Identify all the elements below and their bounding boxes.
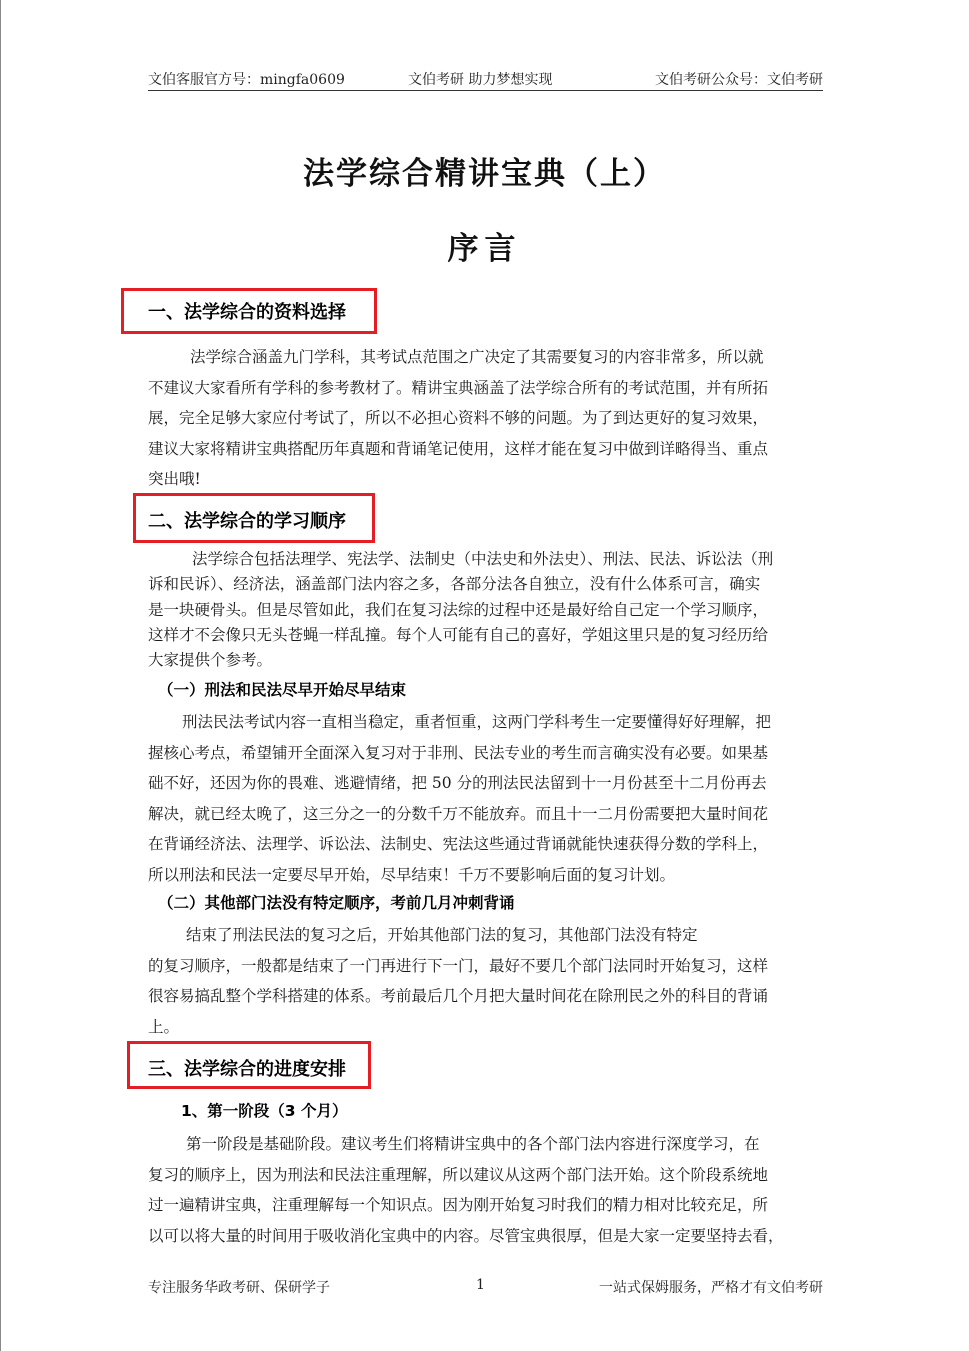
header-right-text: 文伯考研公众号：文伯考研 [655,72,823,88]
section-3-heading: 三、法学综合的进度安排 [148,1059,346,1080]
subsection-3-1-paragraph [148,1129,823,1251]
text-line: 所以刑法和民法一定要尽早开始，尽早结束！千万不要影响后面的复习计划。 [148,865,676,884]
text-line: 展，完全足够大家应付考试了，所以不必担心资料不够的问题。为了到达更好的复习效果， [148,409,769,427]
text-line: 解决，就已经太晚了，这三分之一的分数千万不能放弃。而且十一二月份需要把大量时间花 [148,804,769,823]
text-line: 的复习顺序，一般都是结束了一门再进行下一门，最好不要几个部门法同时开始复习，这样 [148,956,769,975]
text-line: 过一遍精讲宝典，注重理解每一个知识点。因为刚开始复习时我们的精力相对比较充足，所 [148,1196,769,1214]
text-line: 上。 [148,1017,180,1036]
text-line: 结束了刑法民法的复习之后，开始其他部门法的复习，其他部门法没有特定 [186,926,698,944]
header-left-text: 文伯客服官方号：mingfa0609 [148,72,345,88]
section-2-paragraph [148,547,823,673]
subsection-2-2-paragraph [148,920,823,1042]
page-footer [148,1277,823,1297]
section-1-paragraph [148,342,823,495]
page-header [148,66,823,91]
subsection-2-1-heading: （一）刑法和民法尽早开始尽早结束 [158,681,407,699]
page-number: 1 [476,1277,485,1293]
text-line: 第一阶段是基础阶段。建议考生们将精讲宝典中的各个部门法内容进行深度学习，在 [186,1135,760,1153]
document-subtitle: 序言 [447,231,522,267]
section-1-heading: 一、法学综合的资料选择 [148,302,346,323]
text-line: 刑法民法考试内容一直相当稳定，重者恒重，这两门学科考生一定要懂得好好理解，把 [182,713,772,731]
section-2-heading: 二、法学综合的学习顺序 [148,511,346,532]
text-line: 础不好，还因为你的畏难、逃避情绪，把 50 分的刑法民法留到十一月份甚至十二月份再去 [148,774,767,792]
text-line: 诉和民诉）、经济法，涵盖部门法内容之多，各部分法各自独立，没有什么体系可言，确实 [148,575,761,594]
subsection-2-2-heading: （二）其他部门法没有特定顺序，考前几月冲刺背诵 [158,894,515,912]
text-line: 很容易搞乱整个学科搭建的体系。考前最后几个月把大量时间花在除刑民之外的科目的背诵 [148,987,769,1005]
page-left-edge [0,0,1,1351]
text-line: 不建议大家看所有学科的参考教材了。精讲宝典涵盖了法学综合所有的考试范围，并有所拓 [148,378,769,397]
text-line: 是一块硬骨头。但是尽管如此，我们在复习法综的过程中还是最好给自己定一个学习顺序， [148,600,769,619]
text-line: 建议大家将精讲宝典搭配历年真题和背诵笔记使用，这样才能在复习中做到详略得当、重点 [148,439,769,458]
text-line: 这样才不会像只无头苍蝇一样乱撞。每个人可能有自己的喜好，学姐这里只是的复习经历给 [148,625,769,644]
text-line: 复习的顺序上，因为刑法和民法注重理解，所以建议从这两个部门法开始。这个阶段系统地 [148,1165,769,1184]
text-line: 法学综合涵盖九门学科，其考试点范围之广决定了其需要复习的内容非常多，所以就 [190,348,764,366]
header-center-text: 文伯考研 助力梦想实现 [408,72,553,88]
text-line: 在背诵经济法、法理学、诉讼法、法制史、宪法这些通过背诵就能快速获得分数的学科上， [148,835,769,853]
text-line: 突出哦! [148,470,201,488]
document-title: 法学综合精讲宝典（上） [303,156,666,192]
subsection-2-1-paragraph [148,707,823,890]
text-line: 法学综合包括法理学、宪法学、法制史（中法史和外法史）、刑法、民法、诉讼法（刑 [192,550,774,568]
text-line: 握核心考点，希望铺开全面深入复习对于非刑、民法专业的考生而言确实没有必要。如果基 [148,743,769,762]
footer-right-text: 一站式保姆服务，严格才有文伯考研 [599,1280,823,1296]
text-line: 大家提供个参考。 [148,651,273,670]
text-line: 以可以将大量的时间用于吸收消化宝典中的内容。尽管宝典很厚，但是大家一定要坚持去看， [148,1226,784,1245]
subsection-3-1-heading: 1、第一阶段（3 个月） [181,1102,348,1120]
footer-left-text: 专注服务华政考研、保研学子 [148,1280,330,1296]
